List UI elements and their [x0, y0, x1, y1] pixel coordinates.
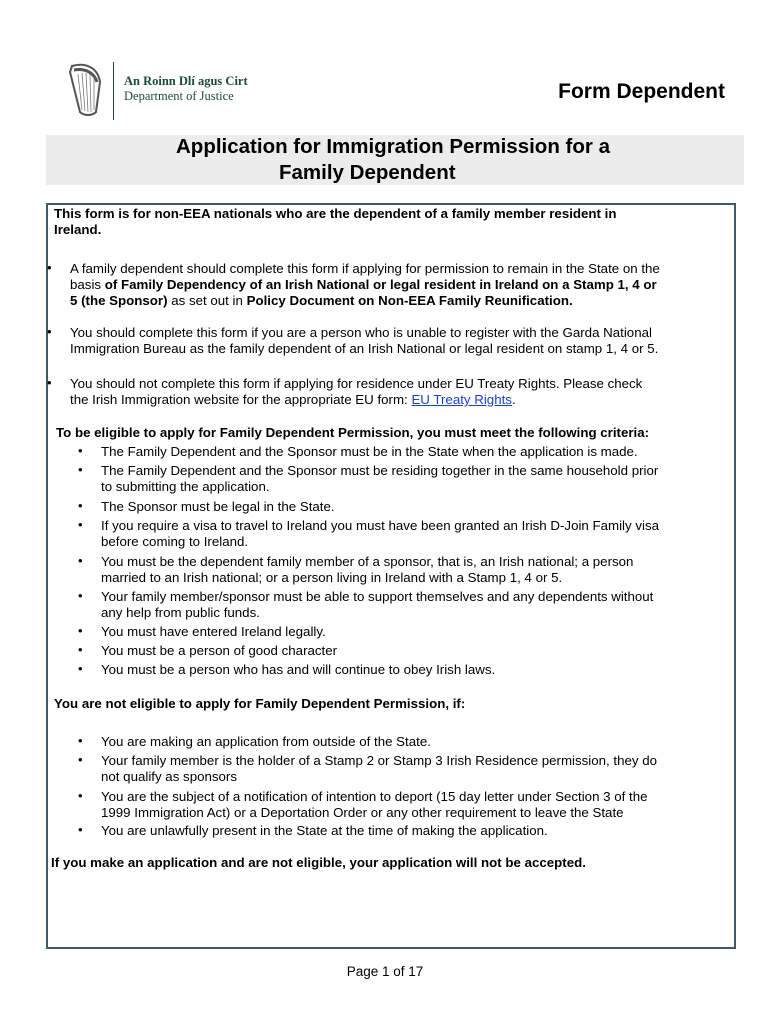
intro-line1: This form is for non-EEA nationals who are the dependent of a family member resident in — [54, 206, 617, 221]
bullet-dot: • — [78, 553, 83, 568]
bullet-dot: • — [78, 588, 83, 603]
ineligible-item-cont: 1999 Immigration Act) or a Deportation Order or any other requirement to leave the State — [101, 805, 624, 820]
eligible-item: You must be a person who has and will continue to obey Irish laws. — [101, 662, 496, 677]
bullet-dot: • — [78, 733, 83, 748]
bullet2-line1: You should complete this form if you are a person who is unable to register with the Garda National — [70, 325, 652, 340]
eligible-item: If you require a visa to travel to Ireland you must have been granted an Irish D-Join Family visa — [101, 518, 660, 533]
bullet-dot: • — [47, 260, 52, 275]
eligible-item: The Sponsor must be legal in the State. — [101, 499, 335, 514]
bullet-dot: • — [78, 623, 83, 638]
eligible-item: The Family Dependent and the Sponsor must be in the State when the application is made. — [101, 444, 638, 459]
bullet-dot: • — [78, 517, 83, 532]
ineligible-item-cont: not qualify as sponsors — [101, 769, 238, 784]
bullet-dot: • — [78, 752, 83, 767]
eligible-item-cont: before coming to Ireland. — [101, 534, 249, 549]
ineligible-item: You are unlawfully present in the State at the time of making the application. — [101, 823, 548, 838]
bullet-dot: • — [78, 642, 83, 657]
department-logo — [66, 62, 256, 122]
ineligible-item: You are making an application from outside of the State. — [101, 734, 431, 749]
eligible-item-cont: to submitting the application. — [101, 479, 270, 494]
ineligible-item: Your family member is the holder of a Stamp 2 or Stamp 3 Irish Residence permission, they do — [101, 753, 658, 768]
ineligible-heading: You are not eligible to apply for Family Dependent Permission, if: — [54, 696, 466, 711]
bullet-dot: • — [78, 788, 83, 803]
ineligible-item: You are the subject of a notification of intention to deport (15 day letter under Section 3 of the — [101, 789, 648, 804]
bullet3-line2: the Irish Immigration website for the appropriate EU form: EU Treaty Rights. — [70, 392, 516, 407]
bullet3-line1: You should not complete this form if applying for residence under EU Treaty Rights. Please check — [70, 376, 643, 391]
page-title-line1: Application for Immigration Permission for a — [176, 135, 610, 158]
form-label: Form Dependent — [558, 80, 725, 103]
eligible-item-cont: any help from public funds. — [101, 605, 260, 620]
page-title-line2: Family Dependent — [279, 161, 456, 184]
bullet-dot: • — [47, 375, 52, 390]
logo-irish-name: An Roinn Dlí agus Cirt — [124, 74, 248, 88]
bullet2-line2: Immigration Bureau as the family dependent of an Irish National or legal resident on stamp 1, 4 or 5. — [70, 341, 659, 356]
intro-line2: Ireland. — [54, 222, 102, 237]
logo-divider — [113, 62, 114, 120]
bullet-dot: • — [78, 822, 83, 837]
eligible-item: You must be the dependent family member of a sponsor, that is, an Irish national; a person — [101, 554, 634, 569]
eligible-item: You must be a person of good character — [101, 643, 338, 658]
eligible-item-cont: married to an Irish national; or a person living in Ireland with a Stamp 1, 4 or 5. — [101, 570, 563, 585]
eligible-heading: To be eligible to apply for Family Dependent Permission, you must meet the following criteria: — [56, 425, 650, 440]
ineligible-warning: If you make an application and are not eligible, your application will not be accepted. — [51, 855, 586, 870]
logo-english-name: Department of Justice — [124, 89, 234, 103]
bullet1-line1: A family dependent should complete this form if applying for permission to remain in the State on the — [70, 261, 660, 276]
logo-text — [124, 74, 248, 104]
bullet-dot: • — [78, 498, 83, 513]
harp-icon — [66, 62, 104, 118]
title-band — [46, 135, 744, 185]
eu-treaty-rights-link[interactable]: EU Treaty Rights — [411, 392, 512, 407]
eligible-item: The Family Dependent and the Sponsor must be residing together in the same household prior — [101, 463, 659, 478]
bullet1-line3: 5 (the Sponsor) as set out in Policy Document on Non-EEA Family Reunification. — [70, 293, 573, 308]
bullet-dot: • — [78, 462, 83, 477]
bullet1-line2: basis of Family Dependency of an Irish National or legal resident in Ireland on a Stamp 1, 4 or — [70, 277, 657, 292]
page-number: Page 1 of 17 — [346, 964, 424, 979]
bullet-dot: • — [78, 661, 83, 676]
bullet-dot: • — [78, 443, 83, 458]
eligible-item: You must have entered Ireland legally. — [101, 624, 326, 639]
bullet-dot: • — [47, 324, 52, 339]
eligible-item: Your family member/sponsor must be able to support themselves and any dependents without — [101, 589, 654, 604]
